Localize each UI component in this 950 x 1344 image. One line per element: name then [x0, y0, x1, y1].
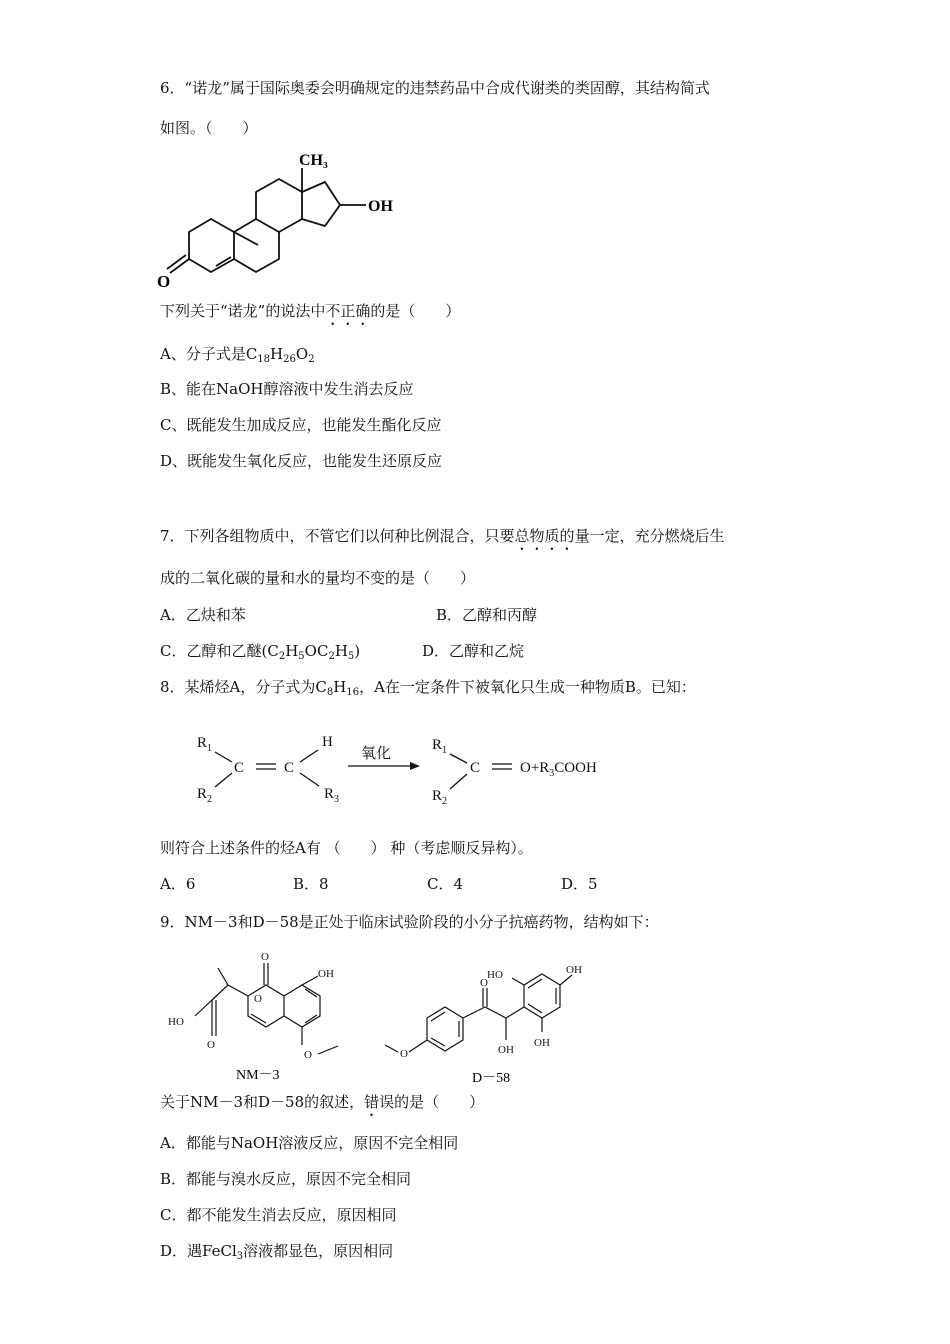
q7-stem-line2: 成的二氧化碳的量和水的量均不变的是（ ）: [160, 569, 476, 587]
reactant-c2: C: [284, 760, 295, 776]
q6-a-sub3: 2: [308, 354, 315, 365]
d58-structure: [380, 955, 600, 1090]
product-r1-sub: 1: [442, 745, 448, 756]
q8-line1-sub1: 8: [326, 687, 334, 698]
q7-c-oc: OC: [304, 642, 329, 660]
oxidation-reaction-scheme: [190, 725, 620, 805]
q7-option-c: [160, 641, 360, 661]
d58-label: D－58: [472, 1071, 511, 1086]
q6-a-text: A、分子式是C: [160, 345, 258, 363]
q6-a-sub1: 18: [257, 354, 271, 365]
q6-a-sub2: 26: [283, 354, 296, 365]
nm3-ring-oxygen: O: [254, 993, 262, 1005]
q6-option-a: [160, 344, 315, 364]
methyl-label: CH₃: [299, 152, 328, 169]
q7-c-sub4: 5: [347, 651, 355, 662]
product-r2: R: [432, 788, 443, 804]
nm3-acid-hydroxyl: HO: [168, 1016, 184, 1028]
svg-text:R1: [197, 735, 212, 754]
q9-d-text: D．遇FeCl: [160, 1242, 237, 1260]
q8-option-d: D．5: [561, 875, 598, 893]
q7-option-a: A．乙炔和苯: [160, 606, 246, 624]
q8-line1-pre: 8．某烯烃A，分子式为C: [160, 678, 327, 696]
q8-line1-h: H: [333, 678, 347, 696]
q7-option-d: D．乙醇和乙烷: [422, 642, 525, 660]
q7-c-post: ): [354, 642, 361, 660]
nm3-structure: [160, 945, 360, 1085]
q9-option-b: B．都能与溴水反应，原因不完全相同: [160, 1170, 412, 1188]
q9-option-c: C．都不能发生消去反应，原因相同: [160, 1206, 397, 1224]
q8-question: 则符合上述条件的烃A有 （ ） 种（考虑顺反异构）。: [160, 839, 533, 857]
q7-c-sub1: 2: [278, 651, 286, 662]
reactant-c1: C: [234, 760, 245, 776]
nm3-hydroxyl: OH: [318, 968, 334, 980]
nandrolone-structure: [155, 140, 415, 300]
product-r2-sub: 2: [442, 796, 448, 805]
q7-line1-post: 量一定，充分燃烧后生: [574, 527, 725, 545]
reactant-r3-sub: 3: [334, 794, 340, 805]
reactant-h: H: [322, 734, 333, 750]
svg-text:R3: [324, 786, 339, 805]
q7-line1-emphasis: 总物质的: [514, 527, 575, 545]
product-c: C: [470, 760, 481, 776]
q6-a-o: O: [295, 345, 309, 363]
q6-question-emphasis: 不正确: [325, 302, 371, 320]
q8-option-b: B．8: [293, 875, 329, 893]
nm3-label: NM－3: [236, 1068, 280, 1083]
reactant-r1-sub: 1: [207, 743, 213, 754]
q6-stem-line2: 如图。（ ）: [160, 119, 258, 137]
ketone-oxygen-label: O: [157, 272, 171, 291]
reactant-r2: R: [197, 786, 208, 802]
product-tail-sub: 3: [549, 768, 555, 779]
q9-question: [160, 1092, 484, 1120]
product-r1: R: [432, 737, 443, 753]
q6-option-d: D、既能发生氧化反应，也能发生还原反应: [160, 452, 443, 470]
q9-question-pre: 关于NM－3和D－58的叙述，: [160, 1093, 365, 1111]
q8-stem-line1: [160, 677, 696, 697]
svg-text:R2: [432, 788, 447, 805]
reactant-r3: R: [324, 786, 335, 802]
q9-option-d: [160, 1241, 393, 1261]
q7-c-h: H: [285, 642, 299, 660]
q6-stem-line1: 6．“诺龙”属于国际奥委会明确规定的违禁药品中合成代谢类的类固醇，其结构简式: [160, 79, 710, 97]
q6-a-h: H: [270, 345, 284, 363]
d58-hydroxyl-bottom: OH: [534, 1037, 550, 1049]
reactant-r2-sub: 2: [207, 794, 213, 805]
q7-line1-pre: 7．下列各组物质中，不管它们以何种比例混合，只要: [160, 527, 515, 545]
q9-question-post: 误的是（ ）: [379, 1093, 485, 1111]
q9-d-sub: 3: [236, 1251, 244, 1262]
q8-option-a: A．6: [160, 875, 196, 893]
nm3-carbonyl-oxygen: O: [261, 951, 269, 963]
d58-alcohol-hydroxyl: OH: [498, 1044, 514, 1056]
q7-c-h2: H: [334, 642, 348, 660]
q9-option-a: A．都能与NaOH溶液反应，原因不完全相同: [160, 1134, 459, 1152]
svg-text:O+R3COOH: [520, 760, 597, 779]
d58-carbonyl-oxygen: O: [480, 977, 488, 989]
q6-option-c: C、既能发生加成反应，也能发生酯化反应: [160, 416, 442, 434]
hydroxyl-label: OH: [368, 198, 393, 215]
q7-option-b: B．乙醇和丙醇: [436, 606, 538, 624]
d58-methoxy-oxygen: O: [400, 1048, 408, 1060]
q7-stem-line1: [160, 526, 725, 554]
product-tail-pre: O+R: [520, 760, 550, 776]
q8-line1-post: ，A在一定条件下被氧化只生成一种物质B。已知：: [359, 678, 696, 696]
d58-hydroxyl-left: HO: [487, 969, 503, 981]
nm3-methoxy-oxygen: O: [304, 1049, 312, 1061]
q7-c-sub2: 5: [298, 651, 305, 662]
q6-question-post: 的是（ ）: [370, 302, 461, 320]
q6-question: [160, 301, 460, 329]
product-tail-post: COOH: [554, 760, 597, 776]
q9-stem-line1: 9．NM－3和D－58是正处于临床试验阶段的小分子抗癌药物，结构如下：: [160, 913, 659, 931]
d58-hydroxyl-para: OH: [566, 964, 582, 976]
q9-d-post: 溶液都显色，原因相同: [243, 1242, 394, 1260]
q6-question-pre: 下列关于“诺龙”的说法中: [160, 302, 326, 320]
q9-question-emphasis: 错: [364, 1093, 380, 1111]
q8-line1-sub2: 16: [346, 687, 360, 698]
q6-option-b: B、能在NaOH醇溶液中发生消去反应: [160, 380, 414, 398]
q8-option-c: C．4: [427, 875, 464, 893]
svg-text:R1: [432, 737, 447, 756]
q7-c-text: C．乙醇和乙醚(C: [160, 642, 279, 660]
arrow-label: 氧化: [361, 746, 392, 762]
q7-c-sub3: 2: [328, 651, 335, 662]
svg-text:R2: [197, 786, 212, 805]
reactant-r1: R: [197, 735, 208, 751]
nm3-acid-oxygen: O: [207, 1039, 215, 1051]
